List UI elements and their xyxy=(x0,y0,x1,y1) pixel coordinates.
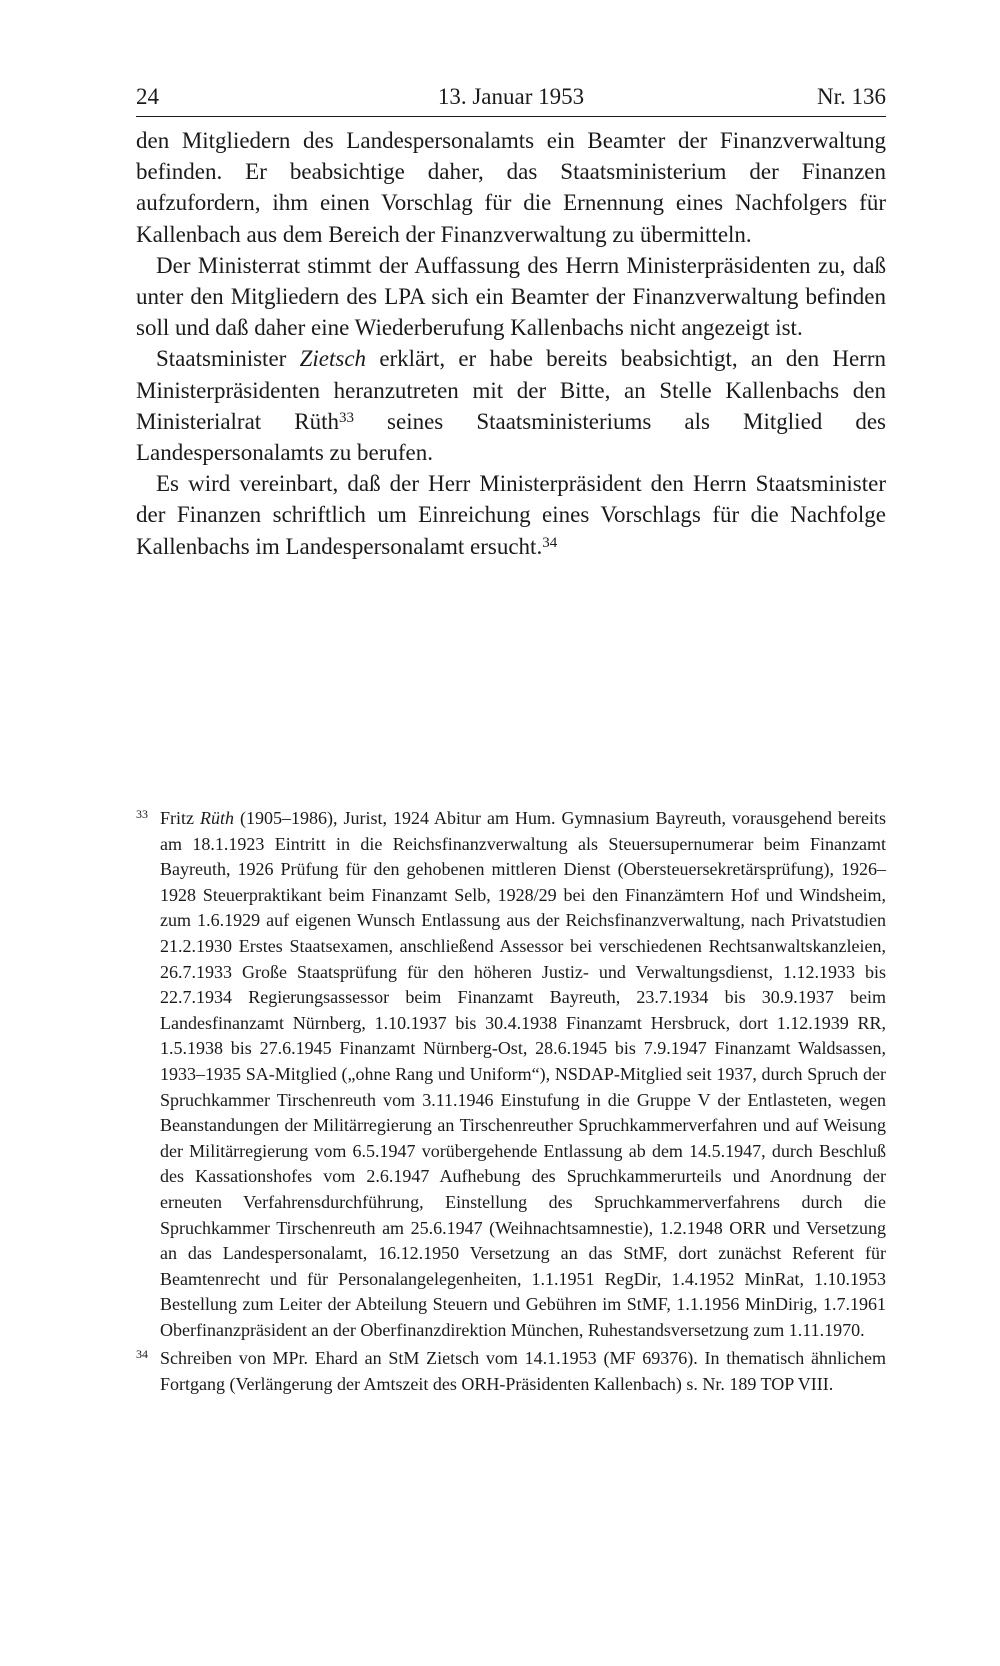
header-issue-number: Nr. 136 xyxy=(817,84,886,109)
running-head xyxy=(136,80,886,117)
footnote-34 xyxy=(136,1346,886,1397)
footnote-text: (1905–1986), Jurist, 1924 Abitur am Hum. Gymnasium Bayreuth, vorausgehend bereits am 18.1.1923 Eintritt in die Reichsfinanzverwaltung als Steuersupernumerar beim Finanzamt Bayreuth, 1926 Prüfung für den gehobenen mittleren Dienst (Obersteuersekretärsprüfung), 1926–1928 Steuerpraktikant beim Finanzamt Selb, 1928/29 bei den Finanzämtern Hof und Windsheim, zum 1.6.1929 auf eigenen Wunsch Entlassung aus der Reichsfinanzverwaltung, nach Privatstudien 21.2.1930 Erstes Staatsexamen, anschließend Assessor bei verschiedenen Rechtsanwaltskanzleien, 26.7.1933 Große Staatsprüfung für den höheren Justiz- und Verwaltungsdienst, 1.12.1933 bis 22.7.1934 Regierungsassessor beim Finanzamt Bayreuth, 23.7.1934 bis 30.9.1937 beim Landesfinanzamt Nürnberg, 1.10.1937 bis 30.4.1938 Finanzamt Hersbruck, dort 1.12.1939 RR, 1.5.1938 bis 27.6.1945 Finanzamt Nürnberg-Ost, 28.6.1945 bis 7.9.1947 Finanzamt Waldsassen, 1933–1935 SA-Mitglied („ohne Rang und Uniform“), NSDAP-Mitglied seit 1937, durch Spruch der Spruchkammer Tirschenreuth vom 3.11.1946 Einstufung in die Gruppe V der Entlasteten, wegen Beanstandungen der Militärregierung an Tirschenreuther Spruchkammerverfahren und auf Weisung der Militärregierung vom 6.5.1947 vorübergehende Entlassung ab dem 14.5.1947, durch Beschluß des Kassationshofes vom 2.6.1947 Aufhebung des Spruchkammerurteils und Anordnung der erneuten Verfahrensdurchführung, Einstellung des Spruchkammerverfahrens durch die Spruchkammer Tirschenreuth am 25.6.1947 (Weihnachtsamnestie), 1.2.1948 ORR und Versetzung an das Landespersonalamt, 16.12.1950 Versetzung an das StMF, dort zunächst Referent für Beamtenrecht und für Personalangelegenheiten, 1.1.1951 RegDir, 1.4.1952 MinRat, 1.10.1953 Bestellung zum Leiter der Abteilung Steuern und Gebühren im StMF, 1.1.1956 MinDirig, 1.7.1961 Oberfinanzpräsident an der Oberfinanzdirektion München, Ruhestandsversetzung zum 1.11.1970. xyxy=(160,808,886,1340)
footnote-text-start: Fritz xyxy=(160,808,201,828)
paragraph-3-middle: erklärt, er habe bereits beabsichtigt, an den Herrn Ministerpräsidenten heranzutreten mit der Bitte, an Stelle Kallenbachs den Ministerialrat Rüth xyxy=(136,346,886,434)
paragraph-3-start: Staatsminister xyxy=(156,346,300,372)
footnote-text: Schreiben von MPr. Ehard an StM Zietsch vom 14.1.1953 (MF 69376). In thematisch ähnlichem Fortgang (Verlängerung der Amtszeit des ORH-Präsidenten Kallenbach) s. Nr. 189 TOP VIII. xyxy=(160,1348,886,1395)
paragraph-4-text: Es wird vereinbart, daß der Herr Ministerpräsident den Herrn Staatsminister der Finanzen schriftlich um Einreichung eines Vorschlags für die Nachfolge Kallenbachs im Landespersonalamt ersucht. xyxy=(136,471,886,559)
footnote-33 xyxy=(136,806,886,1343)
minister-name: Zietsch xyxy=(299,346,367,372)
paragraph-2: Der Ministerrat stimmt der Auffassung des Herrn Ministerpräsidenten zu, daß unter den Mitgliedern des LPA sich ein Beamter der Finanzverwaltung befinden soll und daß daher eine Wiederberufung Kallenbachs nicht angezeigt ist. xyxy=(136,252,886,341)
page-number: 24 xyxy=(136,84,159,109)
footnote-number: 34 xyxy=(136,1347,148,1362)
footnote-ref-33[interactable]: 33 xyxy=(338,409,354,426)
main-text xyxy=(136,125,886,562)
page xyxy=(136,80,886,562)
footnotes xyxy=(136,806,886,1401)
footnote-number: 33 xyxy=(136,807,148,821)
header-date: 13. Januar 1953 xyxy=(437,84,585,109)
paragraph-3-end: seines Staatsministeriums als Mitglied des Landespersonalamts zu berufen. xyxy=(136,408,886,466)
footnote-person-name: Rüth xyxy=(200,808,235,828)
paragraph-1: den Mitgliedern des Landespersonalamts ein Beamter der Finanzverwaltung befinden. Er beabsichtige daher, das Staatsministerium der Finanzen aufzufordern, ihm einen Vorschlag für die Ernennung eines Nachfolgers für Kallenbach aus dem Bereich der Finanzverwaltung zu übermitteln. xyxy=(136,128,886,247)
paragraph-3 xyxy=(136,343,886,468)
paragraph-4 xyxy=(136,468,886,562)
footnote-ref-34[interactable]: 34 xyxy=(542,534,558,551)
